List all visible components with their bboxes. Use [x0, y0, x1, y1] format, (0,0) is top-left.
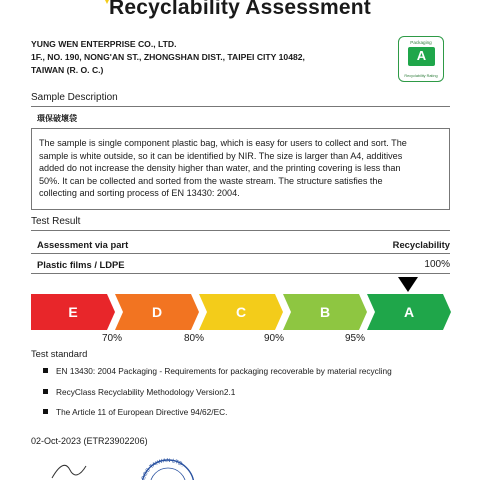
sample-description-box	[31, 128, 450, 210]
recyclability-scale	[31, 294, 451, 330]
grade-letter-a: A	[403, 304, 415, 320]
page-title: Recyclability Assessment	[109, 0, 371, 19]
standard-text: EN 13430: 2004 Packaging - Requirements for packaging recoverable by material recycling	[56, 366, 392, 376]
company-address-line-2: TAIWAN (R. O. C.)	[31, 65, 104, 75]
company-address-line-1: 1F., NO. 190, NONG'AN ST., ZHONGSHAN DIST., TAIPEI CITY 10482,	[31, 52, 305, 62]
grade-letter-c: C	[235, 304, 247, 320]
recyclability-value: 100%	[424, 259, 450, 270]
description-line: The sample is single component plastic bag, which is easy for users to collect and sort. The	[39, 138, 407, 148]
threshold-label: 80%	[184, 333, 205, 344]
result-section-title: Test Result	[31, 216, 81, 227]
assessment-column-header: Assessment via part	[37, 239, 129, 250]
standard-item	[43, 387, 235, 397]
grade-letter-e: E	[68, 304, 78, 320]
result-divider	[31, 230, 450, 231]
standards-title: Test standard	[31, 348, 88, 359]
signature-icon	[50, 460, 90, 480]
description-line: 50%. It can be collected and sorted from the waste stream. The structure satisfies the	[39, 175, 383, 186]
standard-item	[43, 407, 227, 417]
threshold-label: 70%	[102, 333, 123, 344]
threshold-label: 95%	[345, 333, 366, 344]
report-date: 02-Oct-2023 (ETR23902206)	[31, 436, 148, 446]
standard-item	[43, 366, 392, 376]
badge-grade: A	[416, 48, 427, 63]
grade-letter-b: B	[319, 304, 331, 320]
standard-text: RecyClass Recyclability Methodology Version2.1	[56, 387, 236, 397]
sgs-seal-icon	[138, 456, 198, 480]
bullet-icon	[43, 389, 48, 394]
badge-bottom-label: Recyclability Rating	[404, 74, 438, 78]
assessed-part: Plastic films / LDPE	[37, 259, 125, 270]
description-line: added do not increase the density higher than water, and the printing covering is less than	[39, 163, 401, 173]
result-row-divider	[31, 273, 450, 274]
badge-top-label: Packaging	[410, 40, 432, 45]
bullet-icon	[43, 368, 48, 373]
standard-text: The Article 11 of European Directive 94/62/EC.	[56, 407, 228, 417]
result-header-divider	[31, 253, 450, 254]
company-name: YUNG WEN ENTERPRISE CO., LTD.	[31, 39, 177, 49]
description-line: sample is white outside, so it can be identified by NIR. The size is larger than A4, additives	[39, 150, 403, 161]
seal-text: SGS TAIWAN LTD.	[140, 457, 185, 480]
grade-letter-d: D	[151, 304, 163, 320]
recyclability-badge	[398, 36, 444, 82]
company-block	[31, 38, 305, 77]
description-line: collecting and sorting process of EN 13430: 2004.	[39, 188, 240, 198]
bullet-icon	[43, 409, 48, 414]
sample-divider	[31, 106, 450, 107]
threshold-label: 90%	[264, 333, 285, 344]
selected-grade-arrow-icon	[398, 277, 418, 292]
sample-chinese-name: 環保破壞袋	[37, 114, 77, 123]
sample-section-title: Sample Description	[31, 92, 118, 103]
recyclability-column-header: Recyclability	[392, 239, 450, 250]
